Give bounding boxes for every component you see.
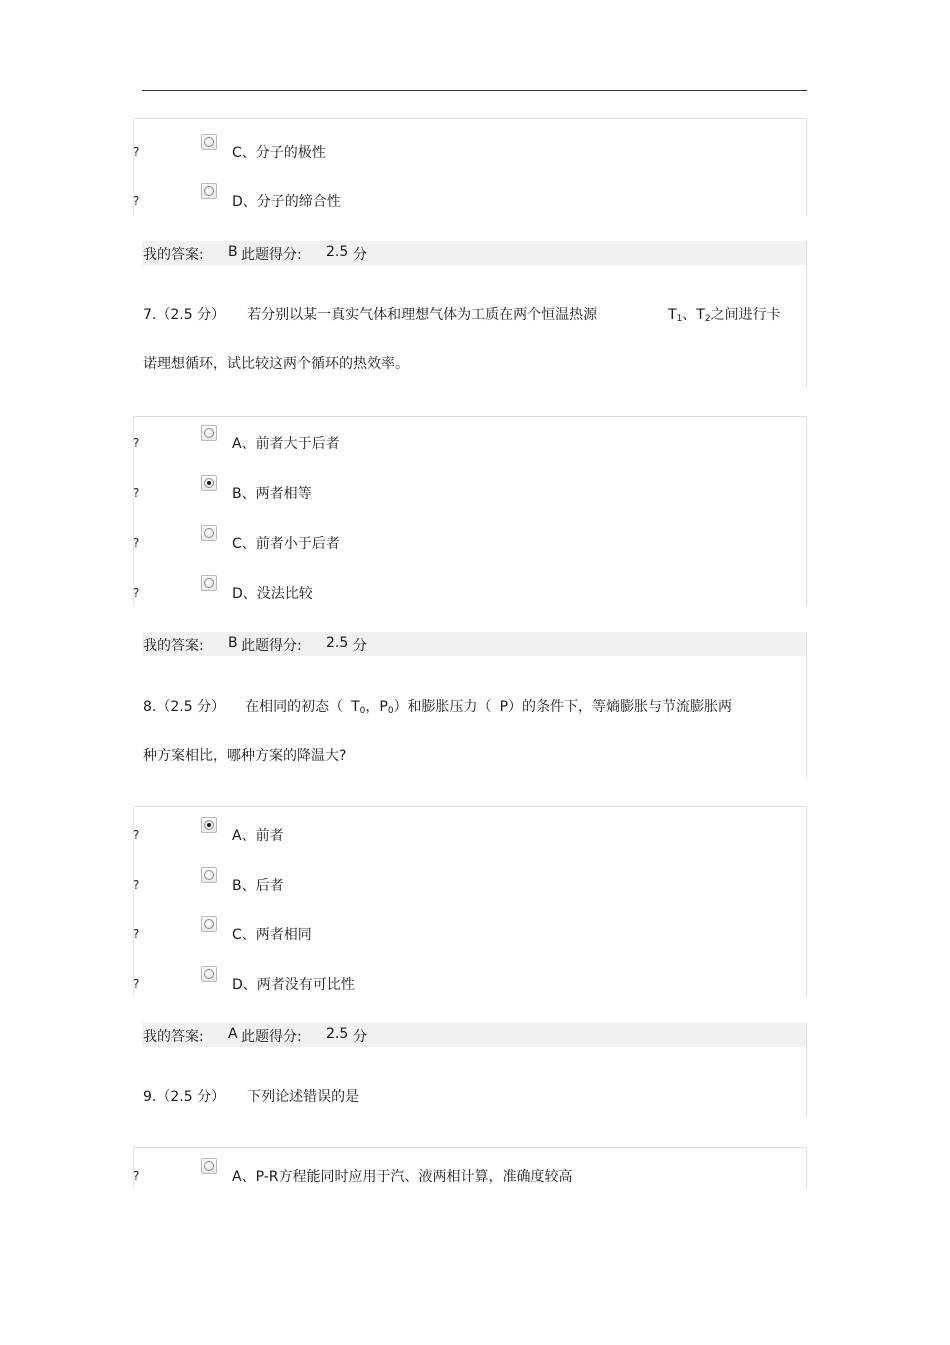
bullet-mark: ? [133,486,140,500]
option-label: D、没法比较 [232,586,313,602]
bullet-mark: ? [133,436,140,450]
option-label: C、两者相同 [232,927,312,943]
answer-label: 我的答案: [143,1029,204,1045]
score-value: 2.5 [326,1026,349,1042]
radio-icon[interactable] [201,916,217,932]
q9-points: （2.5 分） [156,1089,226,1105]
q8-answer-bar [142,1023,807,1047]
q8-option-c[interactable] [0,922,680,946]
score-label: 此题得分: [241,638,302,654]
q9-stem-box [142,1047,807,1117]
option-label: C、前者小于后者 [232,536,340,552]
radio-icon[interactable] [201,525,217,541]
option-label: A、P-R方程能同时应用于汽、液两相计算，准确度较高 [232,1169,573,1185]
q8-option-a[interactable] [0,823,680,847]
q7-points: （2.5 分） [156,307,226,323]
answer-value: A [228,1026,238,1042]
option-label: D、两者没有可比性 [232,977,355,993]
bullet-mark: ? [133,878,140,892]
option-label: D、分子的缔合性 [232,194,341,210]
score-unit: 分 [353,638,367,654]
radio-icon[interactable] [201,425,217,441]
option-label: C、分子的极性 [232,145,326,161]
radio-icon[interactable] [201,575,217,591]
q7-option-b[interactable] [0,481,680,505]
q7-number: 7. [143,307,157,323]
q7-option-a[interactable] [0,431,680,455]
radio-icon[interactable] [201,867,217,883]
q6-option-c[interactable] [0,140,680,164]
bullet-mark: ? [133,145,140,159]
bullet-mark: ? [133,1169,140,1183]
option-label: A、前者大于后者 [232,436,340,452]
radio-selected-icon[interactable] [201,475,217,491]
score-unit: 分 [353,1029,367,1045]
radio-icon[interactable] [201,966,217,982]
page-top-rule [142,90,807,91]
q8-number: 8. [143,699,157,715]
q8-stem-line2: 种方案相比，哪种方案的降温大? [143,748,347,764]
option-label: A、前者 [232,828,284,844]
option-label: B、两者相等 [232,486,312,502]
radio-icon[interactable] [201,183,217,199]
q9-number: 9. [143,1089,157,1105]
q7-option-d[interactable] [0,581,680,605]
answer-value: B [228,635,238,651]
q8-points: （2.5 分） [156,699,226,715]
radio-icon[interactable] [201,134,217,150]
answer-label: 我的答案: [143,638,204,654]
score-label: 此题得分: [241,1029,302,1045]
q7-option-c[interactable] [0,531,680,555]
q8-option-d[interactable] [0,972,680,996]
score-value: 2.5 [326,244,349,260]
score-label: 此题得分: [241,247,302,263]
q8-option-b[interactable] [0,873,680,897]
bullet-mark: ? [133,194,140,208]
q7-stem-line1 [143,304,597,324]
q6-option-d[interactable] [0,189,680,213]
q9-option-a[interactable] [0,1164,680,1188]
q7-stem-line2: 诺理想循环，试比较这两个循环的热效率。 [143,356,409,372]
q7-stem-temps: $T_1$、$T_2$之间进行卡 [668,307,781,324]
score-unit: 分 [353,247,367,263]
q9-text: 下列论述错误的是 [247,1089,360,1105]
bullet-mark: ? [133,586,140,600]
q7-text-a: 若分别以某一真实气体和理想气体为工质在两个恒温热源 [247,307,598,323]
bullet-mark: ? [133,828,140,842]
q9-stem-line1 [143,1086,359,1106]
radio-icon[interactable] [201,1158,217,1174]
q6-answer-bar [142,241,807,265]
radio-selected-icon[interactable] [201,817,217,833]
q8-stem-line1: 8.（2.5 分） 在相同的初态（ $T_0$，$P_0$）和膨胀压力（ P）的条件下，等熵膨胀与节流膨胀两 [143,699,733,716]
option-label: B、后者 [232,878,284,894]
bullet-mark: ? [133,536,140,550]
answer-label: 我的答案: [143,247,204,263]
bullet-mark: ? [133,927,140,941]
score-value: 2.5 [326,635,349,651]
answer-value: B [228,244,238,260]
q7-answer-bar [142,632,807,656]
bullet-mark: ? [133,977,140,991]
